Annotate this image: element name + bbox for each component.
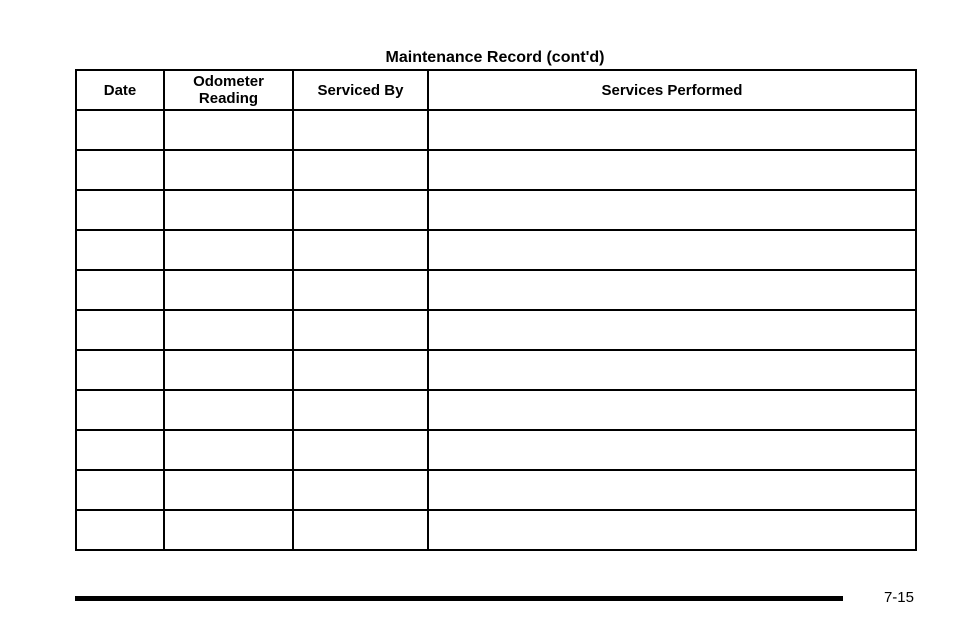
cell-serviced-by[interactable] bbox=[293, 470, 428, 510]
cell-odometer-reading[interactable] bbox=[164, 510, 293, 550]
cell-odometer-reading[interactable] bbox=[164, 190, 293, 230]
table-row bbox=[76, 190, 916, 230]
table-row bbox=[76, 350, 916, 390]
cell-serviced-by[interactable] bbox=[293, 390, 428, 430]
cell-services-performed[interactable] bbox=[428, 350, 916, 390]
cell-date[interactable] bbox=[76, 230, 164, 270]
table-row bbox=[76, 310, 916, 350]
cell-services-performed[interactable] bbox=[428, 270, 916, 310]
table-row bbox=[76, 390, 916, 430]
cell-services-performed[interactable] bbox=[428, 230, 916, 270]
cell-services-performed[interactable] bbox=[428, 110, 916, 150]
cell-services-performed[interactable] bbox=[428, 150, 916, 190]
maintenance-record-table bbox=[75, 69, 917, 551]
column-header-date: Date bbox=[76, 70, 164, 110]
page-number: 7-15 bbox=[883, 589, 914, 606]
cell-odometer-reading[interactable] bbox=[164, 430, 293, 470]
cell-odometer-reading[interactable] bbox=[164, 310, 293, 350]
cell-serviced-by[interactable] bbox=[293, 230, 428, 270]
cell-date[interactable] bbox=[76, 110, 164, 150]
table-row bbox=[76, 270, 916, 310]
cell-services-performed[interactable] bbox=[428, 390, 916, 430]
cell-date[interactable] bbox=[76, 510, 164, 550]
cell-services-performed[interactable] bbox=[428, 430, 916, 470]
table-row bbox=[76, 510, 916, 550]
cell-services-performed[interactable] bbox=[428, 470, 916, 510]
cell-serviced-by[interactable] bbox=[293, 430, 428, 470]
table-row bbox=[76, 430, 916, 470]
cell-date[interactable] bbox=[76, 310, 164, 350]
cell-date[interactable] bbox=[76, 430, 164, 470]
cell-odometer-reading[interactable] bbox=[164, 150, 293, 190]
column-header-odometer-reading: Odometer Reading bbox=[164, 70, 293, 110]
cell-odometer-reading[interactable] bbox=[164, 470, 293, 510]
cell-services-performed[interactable] bbox=[428, 510, 916, 550]
cell-serviced-by[interactable] bbox=[293, 110, 428, 150]
table-header-row bbox=[76, 70, 916, 110]
cell-serviced-by[interactable] bbox=[293, 510, 428, 550]
cell-odometer-reading[interactable] bbox=[164, 270, 293, 310]
table-body bbox=[76, 110, 916, 550]
table-row bbox=[76, 470, 916, 510]
cell-serviced-by[interactable] bbox=[293, 270, 428, 310]
footer-rule bbox=[75, 596, 843, 601]
cell-serviced-by[interactable] bbox=[293, 150, 428, 190]
column-header-serviced-by: Serviced By bbox=[293, 70, 428, 110]
cell-date[interactable] bbox=[76, 470, 164, 510]
page-title: Maintenance Record (cont'd) bbox=[385, 49, 605, 66]
cell-serviced-by[interactable] bbox=[293, 350, 428, 390]
cell-services-performed[interactable] bbox=[428, 190, 916, 230]
cell-odometer-reading[interactable] bbox=[164, 110, 293, 150]
cell-date[interactable] bbox=[76, 350, 164, 390]
cell-odometer-reading[interactable] bbox=[164, 390, 293, 430]
table-row bbox=[76, 230, 916, 270]
cell-date[interactable] bbox=[76, 150, 164, 190]
cell-date[interactable] bbox=[76, 190, 164, 230]
table-row bbox=[76, 150, 916, 190]
cell-odometer-reading[interactable] bbox=[164, 350, 293, 390]
cell-services-performed[interactable] bbox=[428, 310, 916, 350]
cell-serviced-by[interactable] bbox=[293, 190, 428, 230]
column-header-services-performed: Services Performed bbox=[428, 70, 916, 110]
cell-serviced-by[interactable] bbox=[293, 310, 428, 350]
cell-date[interactable] bbox=[76, 390, 164, 430]
cell-odometer-reading[interactable] bbox=[164, 230, 293, 270]
cell-date[interactable] bbox=[76, 270, 164, 310]
table-row bbox=[76, 110, 916, 150]
